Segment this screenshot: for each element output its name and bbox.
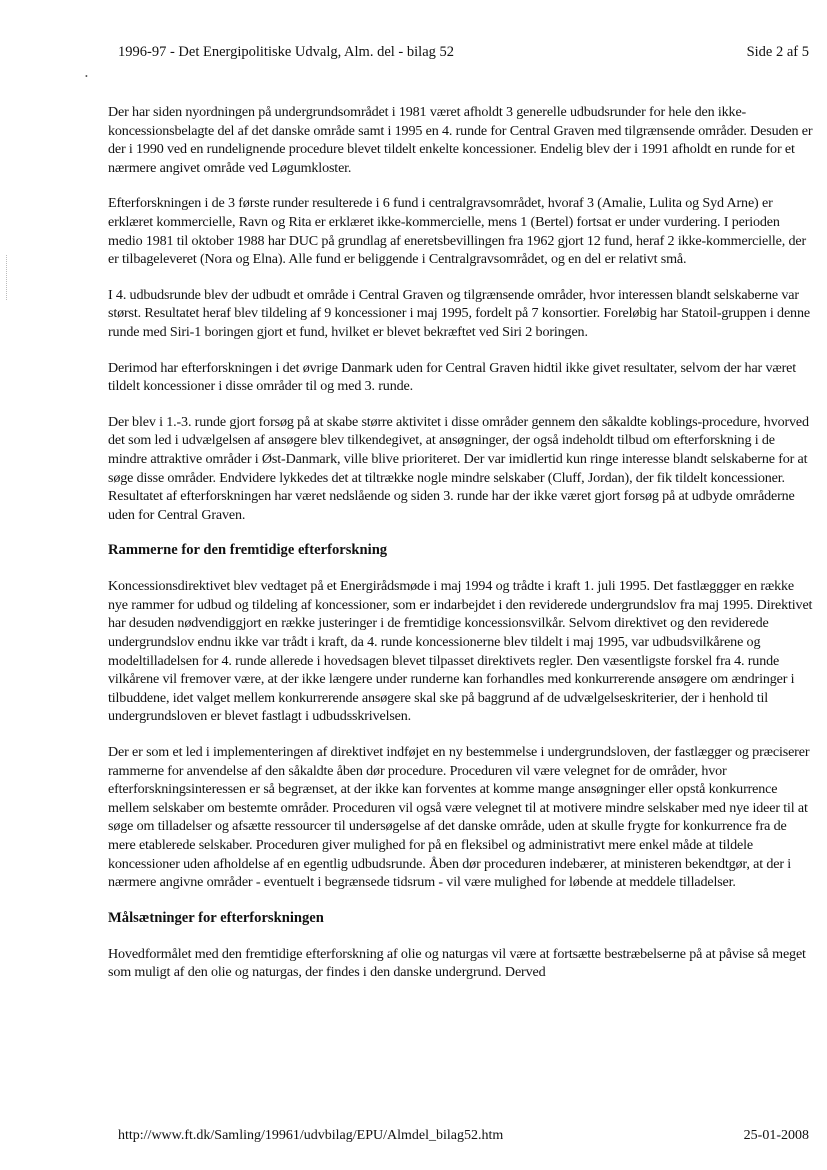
paragraph-4: Derimod har efterforskningen i det øvrige Danmark uden for Central Graven hidtil ikke givet resultater, selvom der har været tildelt koncessioner i disse områder til og med 3. runde. — [108, 359, 797, 395]
bullet-marker: • — [85, 72, 88, 81]
margin-mark — [6, 255, 8, 300]
source-url: http://www.ft.dk/Samling/19961/udvbilag/EPU/Almdel_bilag52.htm — [118, 1128, 504, 1143]
section-heading-objectives: Målsætninger for efterforskningen — [108, 909, 324, 926]
page-header — [118, 44, 809, 61]
paragraph-5: Der blev i 1.-3. runde gjort forsøg på at skabe større aktivitet i disse områder gennem den såkaldte koblings-procedure, hvorved det som led i udvælgelsen af ansøgere blev tilkendegivet, at ansøgninger, der også indeholdt tilbud om efterforskning i de mindre attraktive områder i Øst-Danmark, ville blive prioriteret. Der var imidlertid kun ringe interesse blandt selskaberne for at søge disse områder. Endvidere lykkedes det at tiltrække nogle mindre selskaber (Cluff, Jordan), der fik tildelt koncessioner. Resultatet af efterforskningen har været nedslående og siden 3. runde har der ikke været gjort forsøg på at udbyde områderne uden for Central Graven. — [108, 413, 809, 523]
paragraph-6: Koncessionsdirektivet blev vedtaget på et Energirådsmøde i maj 1994 og trådte i kraft 1. juli 1995. Det fastlæggger en række nye rammer for udbud og tildeling af koncessioner, som er indarbejdet i den reviderede undergrundslov fra maj 1995. Direktivet har desuden nødvendiggjort en række justeringer i de fremtidige koncessionsvilkår. Selvom direktivet og den reviderede undergrundslov endnu ikke var trådt i kraft, da 4. runde koncessionerne blev tildelt i maj 1995, var udbudsvilkårene og modeltilladelsen for 4. runde allerede i hovedsagen blevet tilpasset direktivets regler. Den væsentligste forskel fra 4. runde vilkårene vil fremover være, at der ikke længere under runderne kan forhandles med konkurrerende ansøgere om ændringer i tilbuddene, idet valget mellem konkurrerende ansøgere skal ske på baggrund af de udvælgelseskriterier, der i henhold til undergrundsloven er blevet fastlagt i udbudsskrivelsen. — [108, 578, 813, 725]
paragraph-1: Der har siden nyordningen på undergrundsområdet i 1981 været afholdt 3 generelle udbudsrunder for hele den ikke-koncessionsbelagte del af det danske område samt i 1995 en 4. runde for Central Graven med tilgrænsende områder. Desuden er der i 1990 ved en rundelignende procedure blevet tildelt enkelte koncessioner. Endelig blev der i 1991 afholdt en runde for et nærmere angivet område ved Løgumkloster. — [108, 104, 813, 176]
paragraph-3: I 4. udbudsrunde blev der udbudt et område i Central Graven og tilgrænsende områder, hvor interessen blandt selskaberne var størst. Resultatet heraf blev tildeling af 9 koncessioner i maj 1995, fordelt på 7 konsortier. Foreløbig har Statoil-gruppen i denne runde med Siri-1 boringen gjort et fund, hvilket er blevet bekræftet ved Siri 2 boringen. — [108, 286, 810, 340]
paragraph-2: Efterforskningen i de 3 første runder resulterede i 6 fund i centralgravsområdet, hvoraf 3 (Amalie, Lulita og Syd Arne) er erklæret kommercielle, Ravn og Rita er erklæret ikke-kommercielle, mens 1 (Bertel) fortsat er under vurdering. I perioden medio 1981 til oktober 1988 har DUC på grundlag af eneretsbevillingen fra 1962 gjort 12 fund, heraf 2 ikke-kommercielle, der er tilbageleveret (Nora og Elna). Alle fund er beliggende i Centralgravsområdet, og en del er relativt små. — [108, 195, 807, 268]
document-title: 1996-97 - Det Energipolitiske Udvalg, Alm. del - bilag 52 — [118, 44, 454, 60]
print-date: 25-01-2008 — [743, 1128, 809, 1143]
document-body — [108, 103, 816, 999]
paragraph-8: Hovedformålet med den fremtidige efterforskning af olie og naturgas vil være at fortsætte bestræbelserne på at påvise så meget som muligt af den olie og naturgas, der findes i den danske undergrund. Derved — [108, 945, 806, 981]
paragraph-7: Der er som et led i implementeringen af direktivet indføjet en ny bestemmelse i undergrundsloven, der fastlægger og præciserer rammerne for anvendelse af den såkaldte åben dør procedure. Proceduren vil være velegnet for de områder, hvor efterforskningsinteressen er så begrænset, at der ikke kan forventes at komme mange ansøgninger eller opstå konkurrence mellem selskaber om bestemte områder. Proceduren vil også være velegnet til at motivere mindre selskaber med nye ideer til at søge om tilladelser og afsætte ressourcer til undersøgelse af det danske område, uden at skulle frygte for konkurrence fra de mere etablerede selskaber. Proceduren giver mulighed for på en fleksibel og administrativt mere enkel måde at tildele koncessioner uden afholdelse af en egentlig udbudsrunde. Åben dør proceduren indebærer, at ministeren bekendtgør, at der i nærmere angivne områder - eventuelt i begrænsede tidsrum - vil være mulighed for løbende at meddele tilladelser. — [108, 744, 810, 891]
page-number: Side 2 af 5 — [746, 44, 809, 60]
page-footer — [118, 1128, 809, 1144]
section-heading-framework: Rammerne for den fremtidige efterforskning — [108, 542, 388, 559]
